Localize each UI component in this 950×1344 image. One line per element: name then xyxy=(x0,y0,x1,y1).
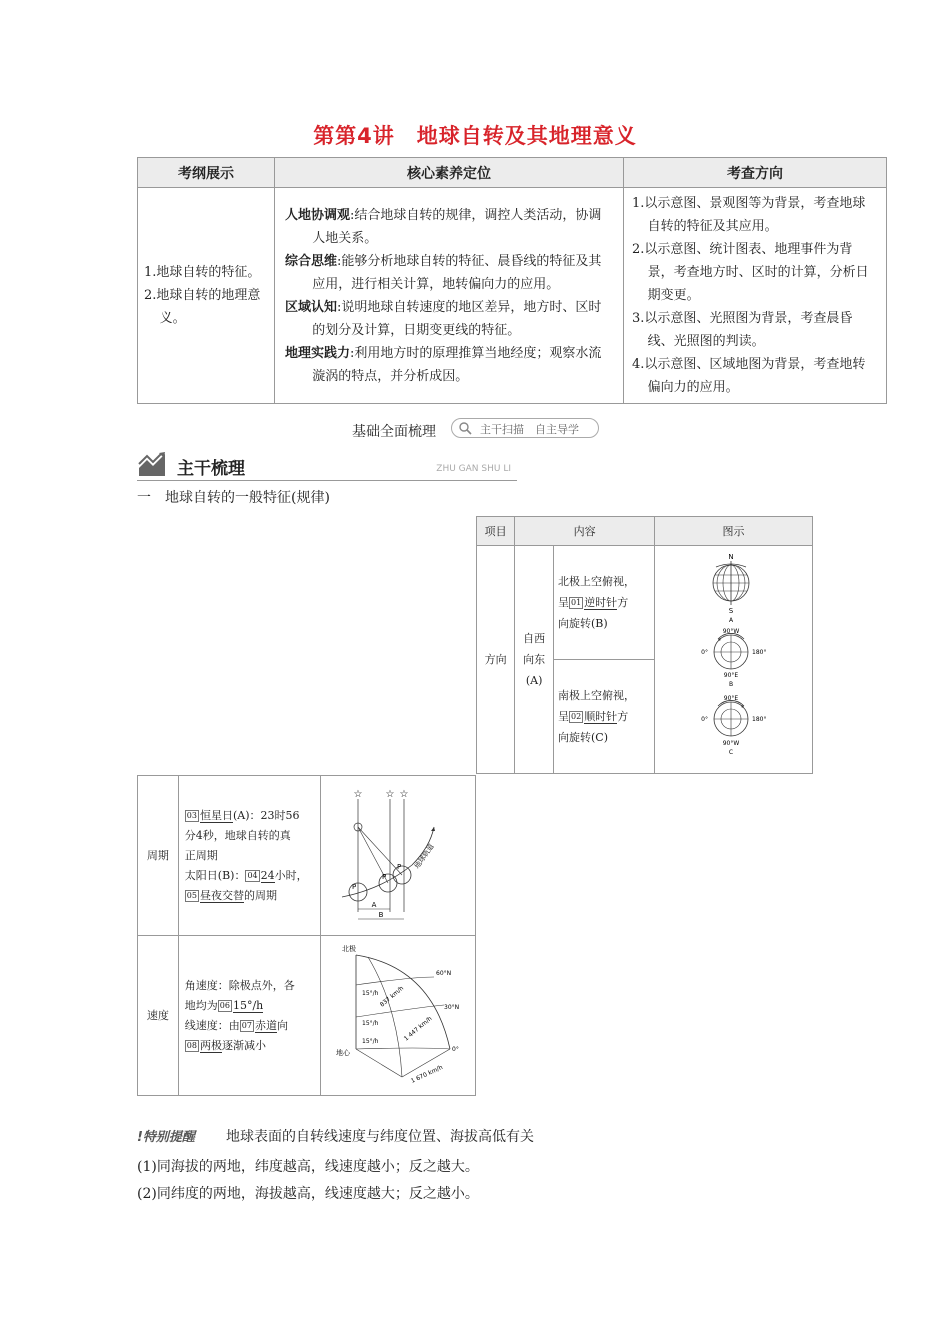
search-icon xyxy=(458,421,474,435)
svg-text:P: P xyxy=(397,863,402,871)
svg-text:15°/h: 15°/h xyxy=(362,1020,379,1027)
svg-text:☆: ☆ xyxy=(399,789,409,800)
svg-text:P: P xyxy=(382,873,387,881)
svg-text:30°N: 30°N xyxy=(444,1004,460,1011)
period-content: 03 恒星日(A)：23时56 分4秒，地球自转的真 正周期 太阳日(B)： 04 24小时， 05 昼夜交替的周期 xyxy=(178,776,320,936)
literacy-item: 地理实践力:利用地方时的原理推算当地经度；观察水流漩涡的特点，并分析成因。 xyxy=(285,345,602,384)
trend-chart-icon xyxy=(137,450,169,478)
direction-west-east: 自西 向东 (A) xyxy=(515,546,554,774)
rotation-diagram xyxy=(656,547,811,765)
svg-text:90°W: 90°W xyxy=(722,740,740,747)
svg-text:☆: ☆ xyxy=(353,789,363,800)
syllabus-item: 2.地球自转的地理意义。 xyxy=(144,288,261,326)
col-item: 项目 xyxy=(477,517,515,546)
syllabus-cell xyxy=(138,188,275,404)
row-direction-label: 方向 xyxy=(477,546,515,774)
direction-item: 3.以示意图、光照图为背景，考查晨昏线、光照图的判读。 xyxy=(632,311,853,349)
literacy-item: 人地协调观:结合地球自转的规律，调控人类活动，协调人地关系。 xyxy=(285,207,602,246)
answer-number: 01 xyxy=(571,598,582,607)
svg-text:1 447 km/h: 1 447 km/h xyxy=(402,1015,434,1043)
direction-table xyxy=(476,516,813,774)
period-figure xyxy=(321,776,476,936)
literacy-cell xyxy=(275,188,624,404)
south-rotation: 南极上空俯视， 呈 02 顺时针方 向旋转(C) xyxy=(554,660,655,774)
svg-text:90°W: 90°W xyxy=(722,628,740,635)
direction-item: 4.以示意图、区域地图为背景，考查地转偏向力的应用。 xyxy=(632,357,866,395)
svg-text:15°/h: 15°/h xyxy=(362,990,379,997)
section-subtitle: 基础全面梳理 xyxy=(352,424,436,440)
speed-figure xyxy=(321,936,476,1096)
reminder-line-1: (1)同海拔的两地，纬度越高，线速度越小；反之越大。 xyxy=(137,1159,479,1175)
svg-text:B: B xyxy=(378,911,384,919)
row-speed-label: 速度 xyxy=(138,936,179,1096)
overview-table xyxy=(137,157,887,404)
svg-text:B: B xyxy=(728,681,734,688)
literacy-item: 区域认知:说明地球自转速度的地区差异，地方时、区时的划分及计算，日期变更线的特征。 xyxy=(285,299,602,338)
svg-text:1 670 km/h: 1 670 km/h xyxy=(409,1064,444,1085)
speed-content: 角速度：除极点外，各 地均为 06 15°/h 线速度：由 07 赤道向 08 两极逐渐减小 xyxy=(178,936,320,1096)
syllabus-item: 1.地球自转的特征。 xyxy=(144,265,261,280)
day-length-diagram xyxy=(322,777,474,927)
svg-text:C: C xyxy=(728,749,734,756)
direction-item: 2.以示意图、统计图表、地理事件为背景，考查地方时、区时的计算，分析日期变更。 xyxy=(632,242,869,303)
svg-text:90°E: 90°E xyxy=(723,695,739,702)
rotation-figures xyxy=(655,546,813,774)
svg-text:A: A xyxy=(371,901,377,909)
answer-number: 02 xyxy=(571,712,582,721)
svg-text:0°: 0° xyxy=(701,649,708,656)
svg-text:15°/h: 15°/h xyxy=(362,1038,379,1045)
svg-text:S: S xyxy=(728,607,734,615)
svg-text:地心: 地心 xyxy=(336,1049,350,1057)
guide-pill-text: 主干扫描 自主导学 xyxy=(480,423,579,436)
svg-text:P: P xyxy=(352,883,357,891)
svg-text:180°: 180° xyxy=(752,716,767,723)
north-rotation: 北极上空俯视， 呈 01 逆时针方 向旋转(B) xyxy=(554,546,655,660)
svg-text:N: N xyxy=(728,553,734,561)
directions-cell xyxy=(624,188,887,404)
svg-text:90°E: 90°E xyxy=(723,672,739,679)
literacy-item: 综合思维:能够分析地球自转的特征、晨昏线的特征及其应用，进行相关计算，地转偏向力的应用。 xyxy=(285,253,602,292)
page-title: 第第4讲 地球自转及其地理意义 xyxy=(313,124,637,148)
svg-text:北极: 北极 xyxy=(342,945,356,953)
guide-pill xyxy=(451,418,599,438)
svg-text:180°: 180° xyxy=(752,649,767,656)
svg-text:0°: 0° xyxy=(701,716,708,723)
header-literacy: 核心素养定位 xyxy=(275,158,624,188)
reminder-line-2: (2)同纬度的两地，海拔越高，线速度越大；反之越小。 xyxy=(137,1186,479,1202)
header-syllabus: 考纲展示 xyxy=(138,158,275,188)
svg-text:地球轨道: 地球轨道 xyxy=(413,842,436,871)
col-figure: 图示 xyxy=(655,517,813,546)
special-reminder-tag: !特别提醒 xyxy=(137,1130,195,1145)
section-name: 主干梳理 xyxy=(177,459,245,479)
section-banner xyxy=(137,450,517,481)
col-content: 内容 xyxy=(515,517,655,546)
rotation-speed-diagram xyxy=(322,937,474,1087)
row-period-label: 周期 xyxy=(138,776,179,936)
svg-text:0°: 0° xyxy=(452,1046,459,1053)
heading-general-features: 一 地球自转的一般特征(规律) xyxy=(137,490,330,506)
section-pinyin: ZHU GAN SHU LI xyxy=(436,464,511,474)
special-reminder-text: 地球表面的自转线速度与纬度位置、海拔高低有关 xyxy=(226,1129,534,1145)
header-directions: 考查方向 xyxy=(624,158,887,188)
svg-text:837 km/h: 837 km/h xyxy=(378,984,406,1009)
svg-text:☆: ☆ xyxy=(385,789,395,800)
period-speed-table xyxy=(137,775,476,1096)
svg-text:A: A xyxy=(728,617,734,624)
svg-text:60°N: 60°N xyxy=(436,970,452,977)
direction-item: 1.以示意图、景观图等为背景，考查地球自转的特征及其应用。 xyxy=(632,196,866,234)
